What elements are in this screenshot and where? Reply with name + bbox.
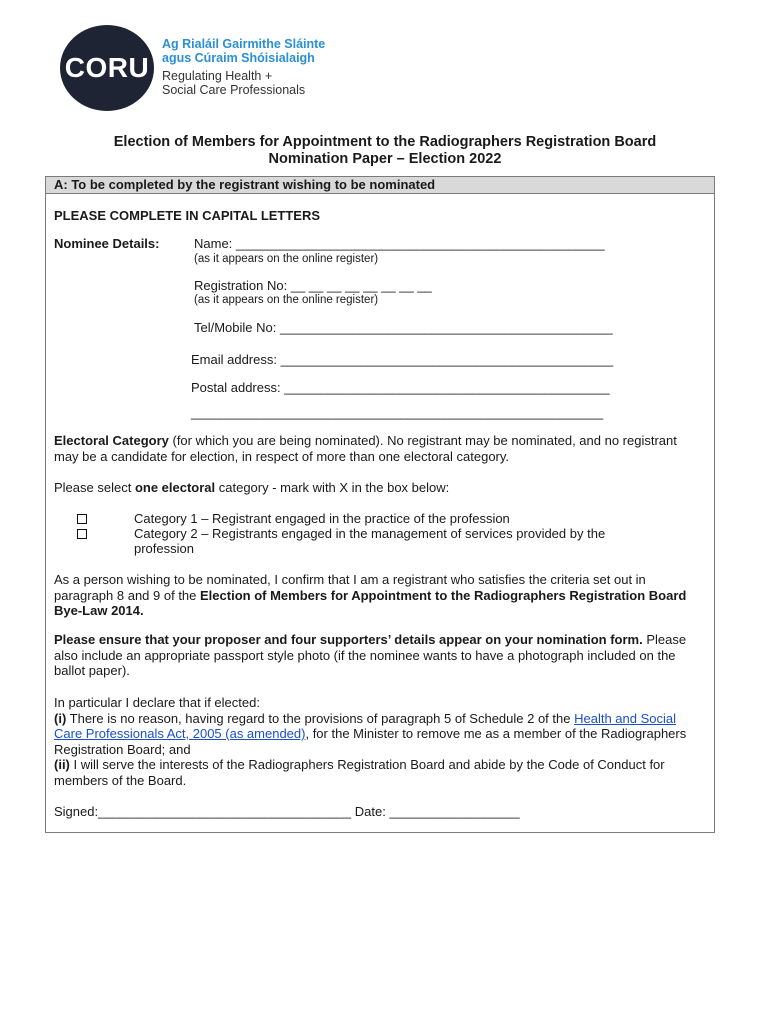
section-header: A: To be completed by the registrant wishing to be nominated — [46, 177, 714, 194]
registration-hint: (as it appears on the online register) — [194, 294, 379, 306]
capitals-note: PLEASE COMPLETE IN CAPITAL LETTERS — [54, 208, 321, 223]
page-title — [0, 134, 770, 168]
declaration-i-text: There is no reason, having regard to the provisions of paragraph 5 of Schedule 2 of the — [66, 710, 575, 726]
name-field[interactable]: Name: ___________________________________________________ — [194, 236, 605, 251]
declaration-intro: In particular I declare that if elected: — [54, 695, 260, 710]
electoral-category-label: Electoral Category — [54, 433, 169, 448]
coru-logo — [60, 25, 154, 111]
category2-label-line1: Category 2 – Registrants engaged in the management of services provided by the — [134, 526, 606, 541]
title-line1: Election of Members for Appointment to the Radiographers Registration Board — [113, 134, 657, 150]
confirmation-paragraph — [54, 572, 704, 619]
ensure-paragraph — [54, 632, 704, 679]
declaration-ii-text: I will serve the interests of the Radiographers Registration Board and abide by the Code of Conduct for members of the Board. — [54, 757, 665, 788]
registration-number-field[interactable]: Registration No: __ __ __ __ __ __ __ __ — [194, 278, 432, 293]
ensure-bold-text: Please ensure that your proposer and four supporters’ details appear on your nomination form. — [54, 632, 643, 647]
declaration-ii-label: (ii) — [54, 757, 70, 772]
confirmation-bylaw: Election of Members for Appointment to the Radiographers Registration Board Bye-Law 2014. — [54, 587, 687, 618]
tel-mobile-field[interactable]: Tel/Mobile No: ______________________________________________ — [194, 320, 613, 335]
select-instruction — [54, 480, 449, 495]
electoral-category-paragraph — [54, 433, 704, 464]
declaration-paragraph — [54, 695, 704, 788]
confirmation-text: As a person wishing to be nominated, I confirm that I am a registrant who satisfies the criteria set out in paragraph 8 and 9 of the — [54, 572, 646, 603]
ensure-text: Please also include an appropriate passport style photo (if the nominee wants to have a photograph included on the ballot paper). — [54, 632, 687, 678]
declaration-i-label: (i) — [54, 710, 67, 726]
title-line2: Nomination Paper – Election 2022 — [268, 151, 502, 167]
declaration-i-post: , for the Minister to remove me as a member of the Radiographers Registration Board; and — [54, 726, 687, 757]
select-instruction-pre: Please select — [54, 480, 135, 495]
act-link[interactable]: Health and Social Care Professionals Act, 2005 (as amended) — [54, 710, 676, 741]
logo-english-line2: Social Care Professionals — [162, 83, 306, 97]
category2-checkbox[interactable] — [77, 529, 87, 539]
postal-address-field-line2[interactable]: _________________________________________________________ — [191, 405, 604, 420]
nomination-form-section — [45, 176, 715, 833]
logo-irish-line1: Ag Rialáil Gairmithe Sláinte — [162, 37, 326, 51]
select-instruction-bold: one electoral — [134, 480, 216, 495]
declaration-i — [54, 711, 704, 758]
logo-english-line1: Regulating Health + — [162, 69, 273, 83]
select-instruction-post: category - mark with X in the box below: — [215, 480, 450, 495]
category1-label: Category 1 – Registrant engaged in the practice of the profession — [134, 511, 510, 526]
category1-checkbox[interactable] — [77, 514, 87, 524]
logo-tagline — [162, 37, 325, 97]
category2-label-line2: profession — [134, 541, 194, 556]
signature-date-line[interactable]: Signed:___________________________________ Date: __________________ — [54, 804, 520, 819]
electoral-category-text: (for which you are being nominated). No registrant may be nominated, and no registrant may be a candidate for election, in respect of more than one electoral category. — [54, 433, 677, 464]
postal-address-field[interactable]: Postal address: _____________________________________________ — [191, 380, 610, 395]
logo-wordmark: CORU — [64, 52, 150, 83]
name-hint: (as it appears on the online register) — [194, 253, 379, 265]
nominee-details-label: Nominee Details: — [54, 236, 160, 251]
logo-irish-line2: agus Cúraim Shóisialaigh — [162, 51, 315, 65]
email-field[interactable]: Email address: ______________________________________________ — [191, 352, 614, 367]
declaration-ii — [54, 757, 704, 788]
